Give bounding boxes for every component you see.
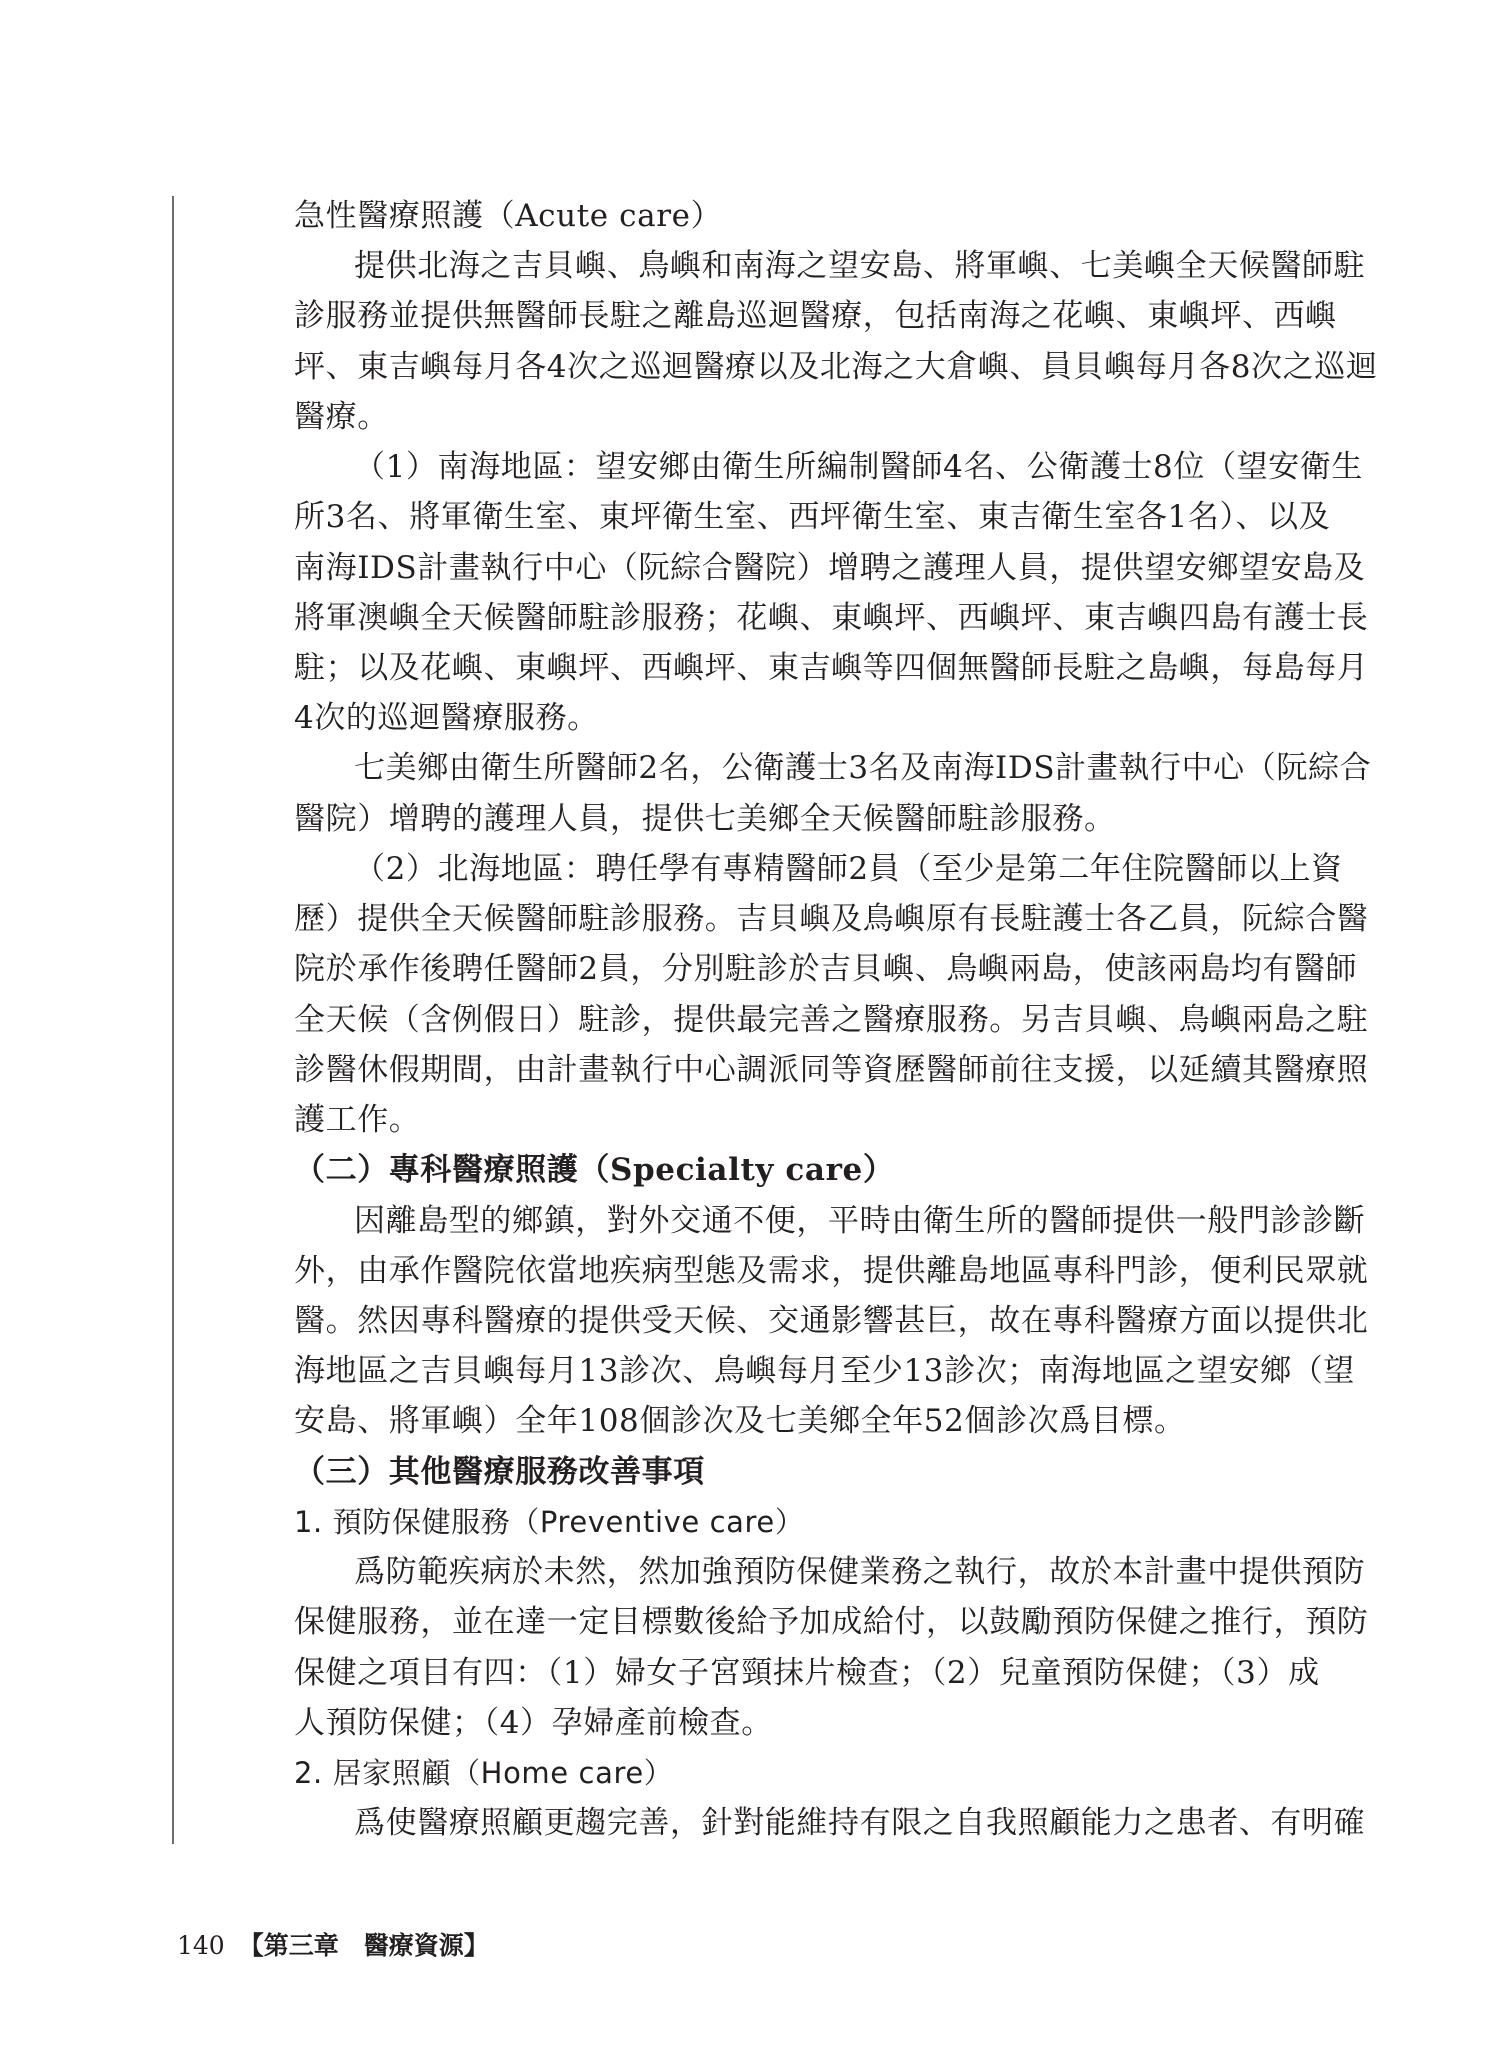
subheading-preventive-care: 1. 預防保健服務（Preventive care） [294, 1505, 805, 1539]
paragraph-line: 醫療。 [294, 399, 389, 435]
chapter-title: 【第三章 醫療資源】 [238, 1931, 489, 1960]
paragraph-line: 4次的巡迴醫療服務。 [294, 700, 599, 736]
paragraph-line: 保健之項目有四：（1）婦女子宮頸抹片檢查；（2）兒童預防保健；（3）成 [294, 1655, 1320, 1691]
paragraph-line: 海地區之吉貝嶼每月13診次、鳥嶼每月至少13診次；南海地區之望安鄉（望 [294, 1353, 1355, 1389]
paragraph-line: 七美鄉由衛生所醫師2名，公衛護士3名及南海IDS計畫執行中心（阮綜合 [354, 750, 1372, 786]
paragraph-line: 坪、東吉嶼每月各4次之巡迴醫療以及北海之大倉嶼、員貝嶼每月各8次之巡迴 [294, 349, 1378, 385]
paragraph-line: （2）北海地區：聘任學有專精醫師2員（至少是第二年住院醫師以上資 [354, 851, 1343, 887]
page-footer [177, 1930, 489, 1962]
paragraph-line: 院於承作後聘任醫師2員，分別駐診於吉貝嶼、鳥嶼兩島，使該兩島均有醫師 [294, 951, 1358, 987]
paragraph-line: 因離島型的鄉鎮，對外交通不便，平時由衛生所的醫師提供一般門診診斷 [354, 1203, 1366, 1239]
subheading-home-care: 2. 居家照顧（Home care） [294, 1756, 674, 1790]
paragraph-line: 診服務並提供無醫師長駐之離島巡迴醫療，包括南海之花嶼、東嶼坪、西嶼 [294, 298, 1337, 334]
section-heading-other-services: （三）其他醫療服務改善事項 [294, 1454, 705, 1490]
paragraph-line: 爲使醫療照顧更趨完善，針對能維持有限之自我照顧能力之患者、有明確 [354, 1805, 1366, 1841]
paragraph-line: 全天候（含例假日）駐診，提供最完善之醫療服務。另吉貝嶼、鳥嶼兩島之駐 [294, 1002, 1369, 1038]
paragraph-line: 歷）提供全天候醫師駐診服務。吉貝嶼及鳥嶼原有長駐護士各乙員，阮綜合醫 [294, 901, 1369, 937]
paragraph-line: 所3名、將軍衛生室、東坪衛生室、西坪衛生室、東吉衛生室各1名）、以及 [294, 499, 1331, 535]
paragraph-line: 外，由承作醫院依當地疾病型態及需求，提供離島地區專科門診，便利民眾就 [294, 1253, 1369, 1289]
page-number: 140 [177, 1931, 225, 1960]
paragraph-line: 護工作。 [294, 1102, 421, 1138]
paragraph-line: 將軍澳嶼全天候醫師駐診服務；花嶼、東嶼坪、西嶼坪、東吉嶼四島有護士長 [294, 600, 1369, 636]
paragraph-line: 爲防範疾病於未然，然加強預防保健業務之執行，故於本計畫中提供預防 [354, 1554, 1366, 1590]
subheading-acute-care: 急性醫療照護（Acute care） [294, 198, 723, 234]
paragraph-line: 診醫休假期間，由計畫執行中心調派同等資歷醫師前往支援，以延續其醫療照 [294, 1052, 1369, 1088]
paragraph-line: 醫。然因專科醫療的提供受天候、交通影響甚巨，故在專科醫療方面以提供北 [294, 1303, 1369, 1339]
paragraph-line: 人預防保健；（4）孕婦產前檢查。 [294, 1705, 773, 1741]
paragraph-line: 醫院）增聘的護理人員，提供七美鄉全天候醫師駐診服務。 [294, 801, 1116, 837]
paragraph-line: 保健服務，並在達一定目標數後給予加成給付，以鼓勵預防保健之推行，預防 [294, 1604, 1369, 1640]
paragraph-line: 南海IDS計畫執行中心（阮綜合醫院）增聘之護理人員，提供望安鄉望安島及 [294, 550, 1366, 586]
section-heading-specialty-care: （二）專科醫療照護（Specialty care） [294, 1152, 895, 1188]
margin-rule [172, 196, 174, 1844]
paragraph-line: 安島、將軍嶼）全年108個診次及七美鄉全年52個診次爲目標。 [294, 1403, 1186, 1439]
paragraph-line: 提供北海之吉貝嶼、鳥嶼和南海之望安島、將軍嶼、七美嶼全天候醫師駐 [354, 248, 1366, 284]
paragraph-line: 駐；以及花嶼、東嶼坪、西嶼坪、東吉嶼等四個無醫師長駐之島嶼，每島每月 [294, 650, 1369, 686]
paragraph-line: （1）南海地區：望安鄉由衛生所編制醫師4名、公衛護士8位（望安衛生 [354, 449, 1363, 485]
